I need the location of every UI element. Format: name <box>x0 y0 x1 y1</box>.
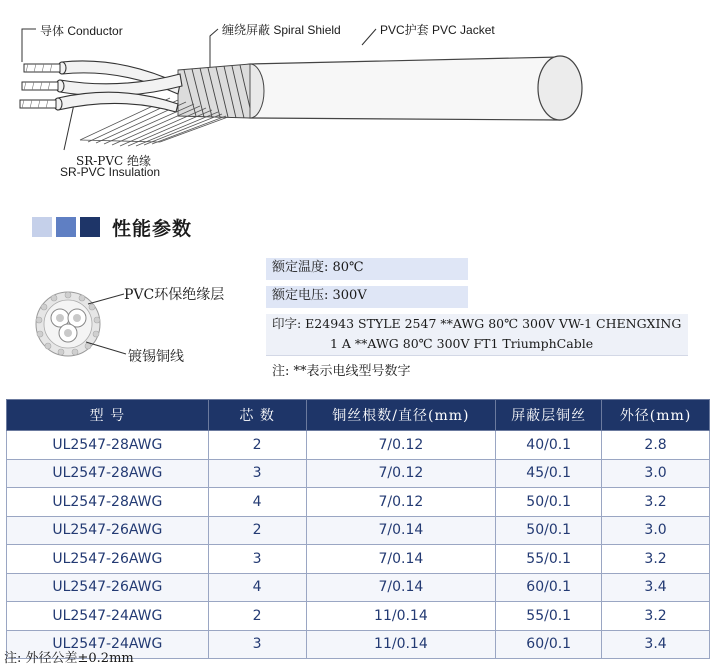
cell-od: 3.2 <box>602 488 710 517</box>
insulation-label-cn: SR-PVC 绝缘 <box>76 154 152 168</box>
cell-od: 3.0 <box>602 459 710 488</box>
table-row <box>7 488 710 517</box>
cell-shield: 50/0.1 <box>496 488 602 517</box>
cell-shield: 50/0.1 <box>496 516 602 545</box>
cell-strand: 7/0.12 <box>306 431 496 460</box>
cell-strand: 7/0.12 <box>306 488 496 517</box>
pvc-jacket-label: PVC护套 PVC Jacket <box>380 23 495 37</box>
header-model: 型 号 <box>7 400 209 431</box>
cell-strand: 7/0.12 <box>306 459 496 488</box>
cell-model: UL2547-26AWG <box>7 516 209 545</box>
header-strand: 铜丝根数/直径(mm) <box>306 400 496 431</box>
tinned-copper-label: 镀锡铜线 <box>128 349 184 365</box>
section-header <box>32 216 192 238</box>
cell-cores: 2 <box>208 516 306 545</box>
cell-strand: 11/0.14 <box>306 630 496 659</box>
insulated-cores <box>54 61 182 112</box>
cell-model: UL2547-24AWG <box>7 630 209 659</box>
cell-shield: 45/0.1 <box>496 459 602 488</box>
cable-structure-diagram <box>0 0 720 190</box>
conductors <box>20 64 60 108</box>
header-cores: 芯 数 <box>208 400 306 431</box>
table-row <box>7 459 710 488</box>
cell-od: 2.8 <box>602 431 710 460</box>
print-marking <box>266 314 688 356</box>
cell-model: UL2547-26AWG <box>7 545 209 574</box>
cell-model: UL2547-26AWG <box>7 573 209 602</box>
conductor-label: 导体 Conductor <box>40 24 123 38</box>
spiral-shield-label: 缠绕屏蔽 Spiral Shield <box>222 23 341 37</box>
cell-cores: 4 <box>208 488 306 517</box>
cell-model: UL2547-28AWG <box>7 488 209 517</box>
cell-shield: 40/0.1 <box>496 431 602 460</box>
tolerance-note: 注: 外径公差±0.2mm <box>4 651 134 666</box>
header-square-mid <box>56 217 76 237</box>
header-od: 外径(mm) <box>602 400 710 431</box>
cell-strand: 7/0.14 <box>306 545 496 574</box>
cell-cores: 2 <box>208 602 306 631</box>
cell-od: 3.0 <box>602 516 710 545</box>
table-row <box>7 545 710 574</box>
header-square-light <box>32 217 52 237</box>
table-row <box>7 602 710 631</box>
spiral-shield <box>178 64 250 118</box>
print-marking-line1: 印字: E24943 STYLE 2547 **AWG 80℃ 300V VW-1 CHENGXING <box>272 316 682 331</box>
header-shield: 屏蔽层铜丝 <box>496 400 602 431</box>
header-square-dark <box>80 217 100 237</box>
section-title: 性能参数 <box>112 217 193 240</box>
print-marking-line2: 1 A **AWG 80℃ 300V FT1 TriumphCable <box>330 336 594 351</box>
cell-strand: 7/0.14 <box>306 573 496 602</box>
rated-voltage: 额定电压: 300V <box>266 286 468 308</box>
jacket-body <box>236 56 582 120</box>
cell-shield: 55/0.1 <box>496 602 602 631</box>
cell-od: 3.4 <box>602 573 710 602</box>
cell-strand: 7/0.14 <box>306 516 496 545</box>
cell-strand: 11/0.14 <box>306 602 496 631</box>
table-row <box>7 516 710 545</box>
cell-cores: 4 <box>208 573 306 602</box>
cell-cores: 3 <box>208 459 306 488</box>
cell-cores: 2 <box>208 431 306 460</box>
cell-model: UL2547-28AWG <box>7 459 209 488</box>
cell-od: 3.2 <box>602 602 710 631</box>
cell-cores: 3 <box>208 630 306 659</box>
table-row <box>7 431 710 460</box>
cell-model: UL2547-24AWG <box>7 602 209 631</box>
table-row <box>7 573 710 602</box>
table-header-row <box>7 400 710 431</box>
awg-note: 注: **表示电线型号数字 <box>272 364 411 379</box>
cell-cores: 3 <box>208 545 306 574</box>
cell-shield: 55/0.1 <box>496 545 602 574</box>
insulation-layer-label: PVC环保绝缘层 <box>124 287 225 303</box>
cell-shield: 60/0.1 <box>496 630 602 659</box>
insulation-label-en: SR-PVC Insulation <box>60 165 161 179</box>
cell-model: UL2547-28AWG <box>7 431 209 460</box>
cell-shield: 60/0.1 <box>496 573 602 602</box>
cell-od: 3.4 <box>602 630 710 659</box>
cell-od: 3.2 <box>602 545 710 574</box>
rated-temperature: 额定温度: 80℃ <box>266 258 468 280</box>
spec-table <box>6 399 710 659</box>
